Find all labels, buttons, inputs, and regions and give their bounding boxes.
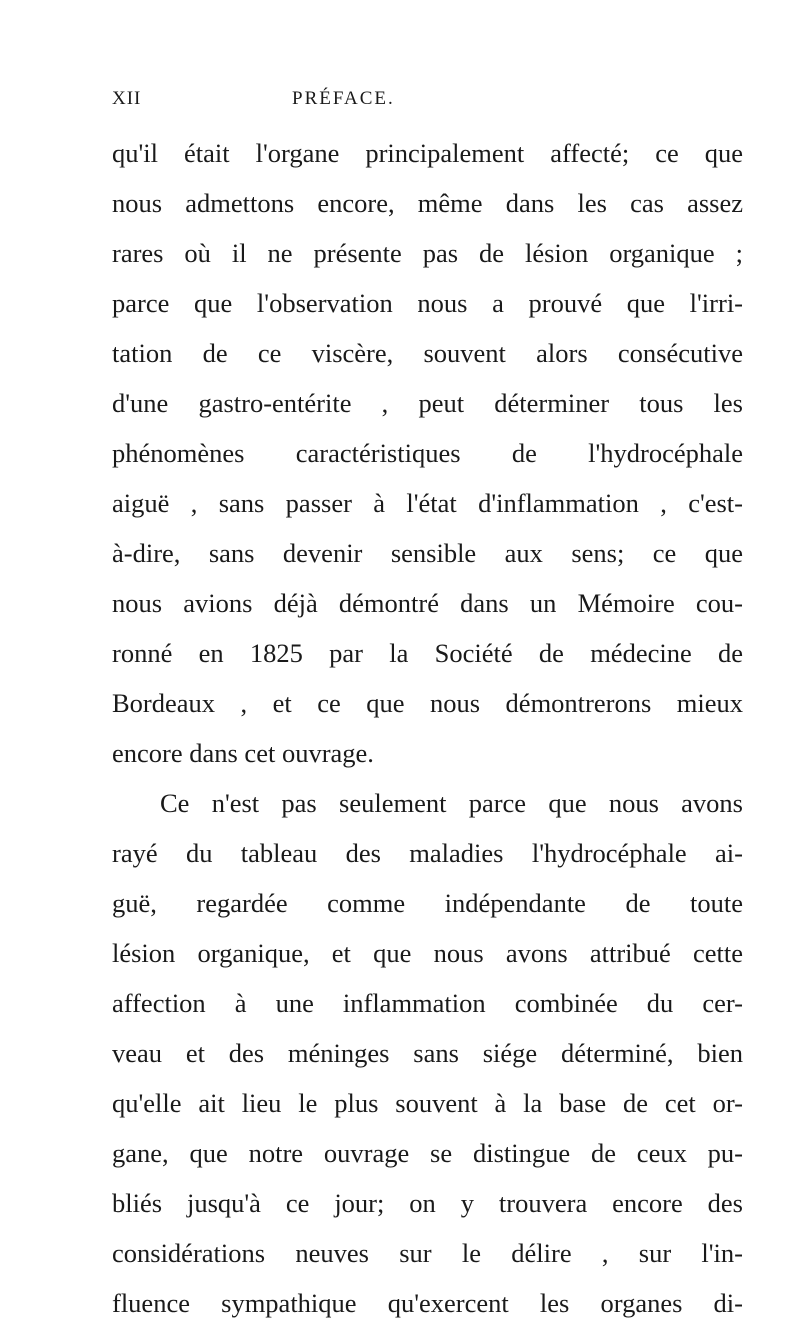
text-line: à-dire, sans devenir sensible aux sens; ce que [112,538,743,568]
text-line: Bordeaux , et ce que nous démontrerons mieux [112,688,743,718]
text-line: considérations neuves sur le délire , sur l'in- [112,1238,743,1268]
text-line: gane, que notre ouvrage se distingue de ceux pu- [112,1138,743,1168]
running-title: PRÉFACE. [292,88,395,109]
text-line: qu'il était l'organe principalement affecté; ce que [112,138,743,168]
page-number: XII [112,88,142,109]
text-line: parce que l'observation nous a prouvé que l'irri- [112,288,743,318]
text-line: fluence sympathique qu'exercent les organes di- [112,1288,743,1318]
text-line: affection à une inflammation combinée du cer- [112,988,743,1018]
text-line: phénomènes caractéristiques de l'hydrocéphale [112,438,743,468]
text-line: lésion organique, et que nous avons attribué cette [112,938,743,968]
running-head [112,88,692,118]
text-line: aiguë , sans passer à l'état d'inflammation , c'est- [112,488,743,518]
text-line: veau et des méninges sans siége déterminé, bien [112,1038,743,1068]
text-line: nous avions déjà démontré dans un Mémoire cou- [112,588,743,618]
text-line: ronné en 1825 par la Société de médecine de [112,638,743,668]
text-line: rares où il ne présente pas de lésion organique ; [112,238,743,268]
text-line: bliés jusqu'à ce jour; on y trouvera encore des [112,1188,743,1218]
text-line: guë, regardée comme indépendante de toute [112,888,743,918]
text-line: nous admettons encore, même dans les cas assez [112,188,743,218]
text-line: rayé du tableau des maladies l'hydrocéphale ai- [112,838,743,868]
text-line: d'une gastro-entérite , peut déterminer tous les [112,388,743,418]
paragraph-first-line: Ce n'est pas seulement parce que nous avons [160,788,743,818]
text-line: qu'elle ait lieu le plus souvent à la base de cet or- [112,1088,743,1118]
text-line: tation de ce viscère, souvent alors consécutive [112,338,743,368]
text-line: encore dans cet ouvrage. [112,738,374,768]
